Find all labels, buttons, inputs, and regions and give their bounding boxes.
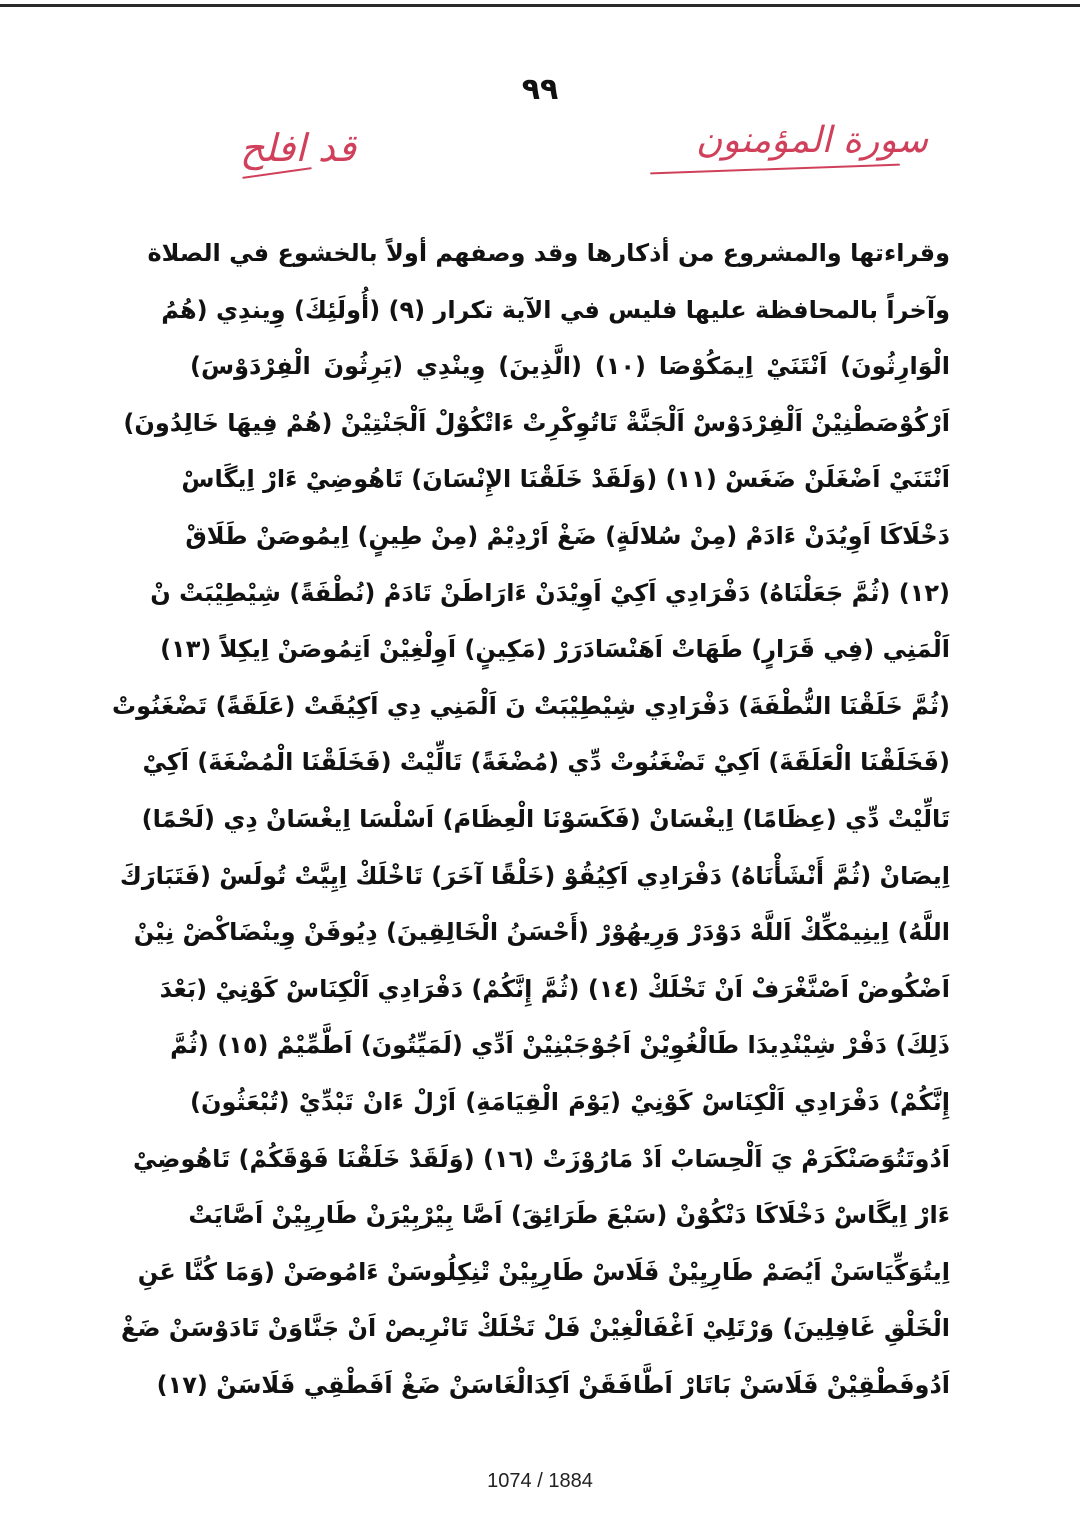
text-line: وقراءتها والمشروع من أذكارها وقد وصفهم أولاً بالخشوع في الصلاة [147, 239, 950, 267]
text-line: ذَلِكَ) دَفْرْ شِيْنْدِيدَا طَالْغُوِيْنْ اَجُوْجَبْنِيْنْ اَدِّي (لَمَيِّتُونَ) اَطَّمِّيْمْ (١٥) (ثُمَّ [170, 1031, 950, 1060]
page-number: ٩٩ [521, 72, 559, 107]
text-line: ءَارْ اِيگَاسْ دَخْلَاكَا دَنْكُوْنْ (سَبْعَ طَرَائِقَ) اَصَّا بِيْرْبِيْرَنْ طَارِيِيْنْ اَصَّايَتْ [188, 1201, 950, 1230]
handwritten-surah-title: سورة المؤمنون [695, 120, 928, 161]
text-line: اَضْكُوضْ اَصْنَّغْرَفْ اَنْ تَخْلَكْ (١٤) (ثُمَّ إِنَّكُمْ) دَفْرَادِي اَلْكِنَاسْ كَوْنِيْ (بَعْدَ [159, 974, 950, 1003]
body-text [111, 225, 950, 1413]
text-line: وآخراً بالمحافظة عليها فليس في الآية تكرار (٩) (أُولَئِكَ) وِيندِي (هُمُ [161, 295, 950, 324]
handwritten-margin-word: قد افلح [240, 126, 357, 170]
page-counter: 1074 / 1884 [487, 1470, 593, 1492]
text-line: (١٢) (ثُمَّ جَعَلْنَاهُ) دَفْرَادِي اَكِيْ اَوِيْدَنْ ءَارَاطَنْ تَادَمْ (نُطْفَةً) شِيْطِيْبَتْ نْ [150, 578, 950, 607]
text-line: اَدُوفَطْقِيْنْ فَلَاسَنْ بَاتَارْ اَطَّافَقَنْ اَكِدَالْغَاسَنْ ضَغْ اَفَطْقِي فَلَاسَنْ (١٧) [156, 1370, 950, 1399]
text-line: إِنَّكُمْ) دَفْرَادِي اَلْكِنَاسْ كَوْنِيْ (يَوْمَ الْقِيَامَةِ) اَرْلْ ءَانْ تَبْدِّيْ (تُبْعَثُونَ) [190, 1087, 950, 1116]
top-rule [0, 4, 1080, 7]
text-line: اَنْتَنَيْ اَضْغَلَنْ ضَغَسْ (١١) (وَلَقَدْ خَلَقْنَا الإِنْسَانَ) تَاهُوضِيْ ءَارْ اِيگَاسْ [181, 465, 950, 494]
text-line: (ثُمَّ خَلَقْنَا النُّطْفَةَ) دَفْرَادِي شِيْطِيْبَتْ نَ اَلْمَنِي دِي اَكِيُقَتْ (عَلَقَةً) تَضْغَنُوتْ [111, 691, 950, 720]
text-line: دَخْلَاكَا اَوِيُدَنْ ءَادَمْ (مِنْ سُلالَةٍ) ضَغْ اَرْدِيْمْ (مِنْ طِينٍ) اِيمُوصَنْ طَلَاقْ [185, 521, 950, 550]
text-line: اِيصَانْ (ثُمَّ أَنْشَأْنَاهُ) دَفْرَادِي اَكِيُقُوْ (خَلْقًا آخَرَ) تَاخْلَكْ اِيِيَّتْ تُولَسْ (فَتَبَارَكَ [119, 861, 950, 890]
handwritten-underline [650, 164, 900, 175]
text-line: اَدُوتَتُوَصَنْكَرَمْ يَ اَلْحِسَابْ اَدْ مَارُوْزَتْ (١٦) (وَلَقَدْ خَلَقْنَا فَوْقَكُمْ) تَاهُوضِيْ [132, 1144, 950, 1173]
text-line: اَلْمَنِي (فِي قَرَارٍ) طَهَاتْ اَهَنْسَادَرَرْ (مَكِينٍ) اَوِلْغِيْنْ اَتِمُوصَنْ اِيكِلاً (١٣) [160, 635, 950, 664]
text-line: (فَخَلَقْنَا الْعَلَقَةَ) اَكِيْ تَضْغَنُوتْ دِّي (مُضْغَةً) تَالِّيْتْ (فَخَلَقْنَا الْمُضْغَةَ) اَكِيْ [142, 748, 950, 777]
text-line: اَرْكُوْصَطْنِيْنْ اَلْفِرْدَوْسْ اَلْجَنَّةْ تَاتُوِكْرِتْ ءَاتْكُوْلْ اَلْجَنْتِيْنْ (هُمْ فِيهَا خَالِدُونَ) [123, 408, 950, 437]
text-line: الْوَارِثُونَ) اَنْتَنَيْ اِيمَكُوْصَا (١٠) (الَّذِينَ) وِينْدِي (يَرِثُونَ الْفِرْدَوْسَ) [190, 352, 950, 381]
text-line: الْخَلْقِ غَافِلِينَ) وَرْتَلِيْ اَغْفَالْغِيْنْ فَلْ تَخْلَكْ تَانْرِيصْ اَنْ جَنَّاوَنْ تَادَوْسَنْ ضَغْ [120, 1314, 950, 1343]
text-line: اِيتُوَكِّيَاسَنْ اَيُصَمْ طَارِيِيْنْ فَلَاسْ طَارِيِيْنْ تْنِكِلُوسَنْ ءَامُوصَنْ (وَمَا كُنَّا عَنِ [137, 1257, 950, 1286]
text-line: اللَّهُ) اِينِيمْكِّكْ اَللَّهْ دَوْدَرْ وَرِيهُوْرْ (أَحْسَنُ الْخَالِقِينَ) دِيُوفَنْ وِينْضَاكْضْ نِيْنْ [133, 918, 950, 947]
text-line: تَالِّيْتْ دِّي (عِظَامًا) اِيغْسَانْ (فَكَسَوْنَا الْعِظَامَ) اَسْلْسَا اِيغْسَانْ دِي (لَحْمًا) [141, 804, 950, 833]
